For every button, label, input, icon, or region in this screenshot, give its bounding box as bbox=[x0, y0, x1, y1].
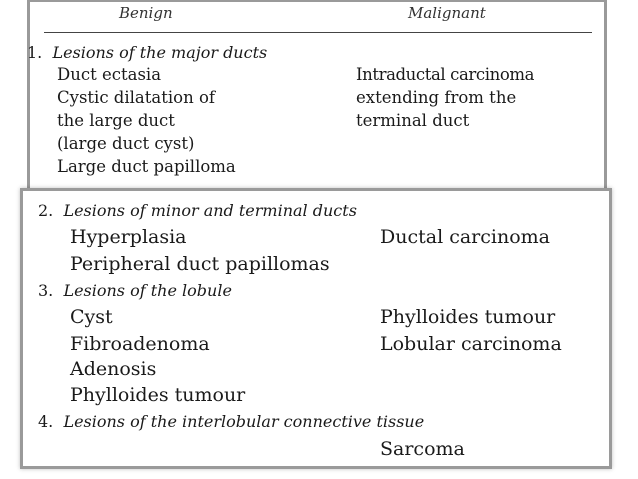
section-2-heading: 2. Lesions of minor and terminal ducts bbox=[38, 201, 357, 220]
benign-item: Cystic dilatation of bbox=[57, 88, 215, 107]
malignant-item: terminal duct bbox=[356, 111, 470, 130]
benign-item: the large duct bbox=[57, 111, 175, 130]
benign-item: (large duct cyst) bbox=[57, 134, 195, 153]
malignant-item: Lobular carcinoma bbox=[380, 333, 562, 355]
section-4-heading: 4. Lesions of the interlobular connective tissue bbox=[38, 412, 425, 431]
malignant-item: Ductal carcinoma bbox=[380, 226, 550, 248]
column-header-malignant: Malignant bbox=[408, 4, 486, 22]
benign-item: Hyperplasia bbox=[70, 226, 187, 248]
benign-item: Large duct papilloma bbox=[57, 157, 236, 176]
benign-item: Fibroadenoma bbox=[70, 333, 210, 355]
malignant-item: Phylloides tumour bbox=[380, 306, 556, 328]
malignant-item: Sarcoma bbox=[380, 438, 465, 460]
benign-item: Duct ectasia bbox=[57, 65, 162, 84]
section-3-heading: 3. Lesions of the lobule bbox=[38, 281, 232, 300]
benign-item: Cyst bbox=[70, 306, 113, 328]
section-1-heading: 1. Lesions of the major ducts bbox=[27, 43, 268, 62]
header-divider bbox=[44, 32, 592, 33]
benign-item: Phylloides tumour bbox=[70, 384, 246, 406]
benign-item: Adenosis bbox=[70, 358, 157, 380]
malignant-item: extending from the bbox=[356, 88, 517, 107]
benign-item: Peripheral duct papillomas bbox=[70, 253, 330, 275]
malignant-item: Intraductal carcinoma bbox=[356, 65, 535, 84]
column-header-benign: Benign bbox=[119, 4, 173, 22]
